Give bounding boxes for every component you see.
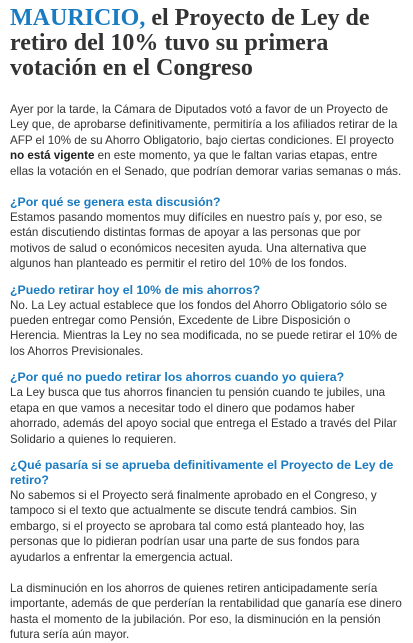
intro-emphasis: no está vigente [10,149,95,163]
section-body-if-approved: No sabemos si el Proyecto será finalmente aprobado en el Congreso, y tampoco si el texto que actualmente se discute tendrá cambios. Sin embargo, si el proyecto se aprobara tal como está planteado hoy, las personas que lo pidieran podrían usar una parte de sus fondos para ayudarlos a enfrentar la emergencia actual. [10,488,377,564]
article-body [0,81,413,643]
section-heading-if-approved: ¿Qué pasaría si se aprueba definitivamente el Proyecto de Ley de retiro? [10,457,394,487]
intro-text-b: en este momento, ya que le faltan varias etapas, entre ellas la votación en el Senado, que podrían demorar varias semanas o más. [10,149,402,178]
section-heading-why-not: ¿Por qué no puedo retirar los ahorros cuando yo quiera? [10,370,345,385]
headline-title: el Proyecto de Ley de retiro del 10% tuvo su primera votación en el Congreso [10,5,370,81]
section-body-withdraw-today: No. La Ley actual establece que los fondos del Ahorro Obligatorio sólo se pueden entregar como Pensión, Excedente de Libre Disposición o Herencia. Mientras la Ley no sea modificada, no se puede retirar el 10% de los Ahorros Previsionales. [10,298,398,358]
section-heading-withdraw-today: ¿Puedo retirar hoy el 10% de mis ahorros? [10,282,261,297]
intro-paragraph [10,102,403,179]
intro-text-a: Ayer por la tarde, la Cámara de Diputados votó a favor de un Proyecto de Ley que, de aprobarse definitivamente, permitiría a los afiliados retirar de la AFP el 10% de su Ahorro Obligatorio, bajo ciertas condiciones. El proyecto [10,103,398,147]
headline-recipient-name: MAURICIO, [10,5,146,31]
closing-paragraph: La disminución en los ahorros de quienes retiren anticipadamente sería importante, además de que perderían la rentabilidad que ganaría ese dinero hasta el momento de la jubilación. Por eso, la disminución en la pensión futura sería aún mayor. [10,581,402,642]
section-body-why-not: La Ley busca que tus ahorros financien tu pensión cuando te jubiles, una etapa en que vamos a necesitar todo el dinero que podamos haber ahorrado, además del apoyo social que entrega el Estado a través del Pilar Solidario a quienes lo requieren. [10,386,397,446]
section-body-discussion: Estamos pasando momentos muy difíciles en nuestro país y, por eso, se están discutiendo distintas formas de apoyar a las personas que por motivos de salud o económicos necesiten ayuda. Una alternativa que algunos han planteado es permitir el retiro del 10% de los fondos. [10,211,383,271]
section-heading-discussion: ¿Por qué se genera esta discusión? [10,195,221,210]
article-headline [0,0,413,81]
